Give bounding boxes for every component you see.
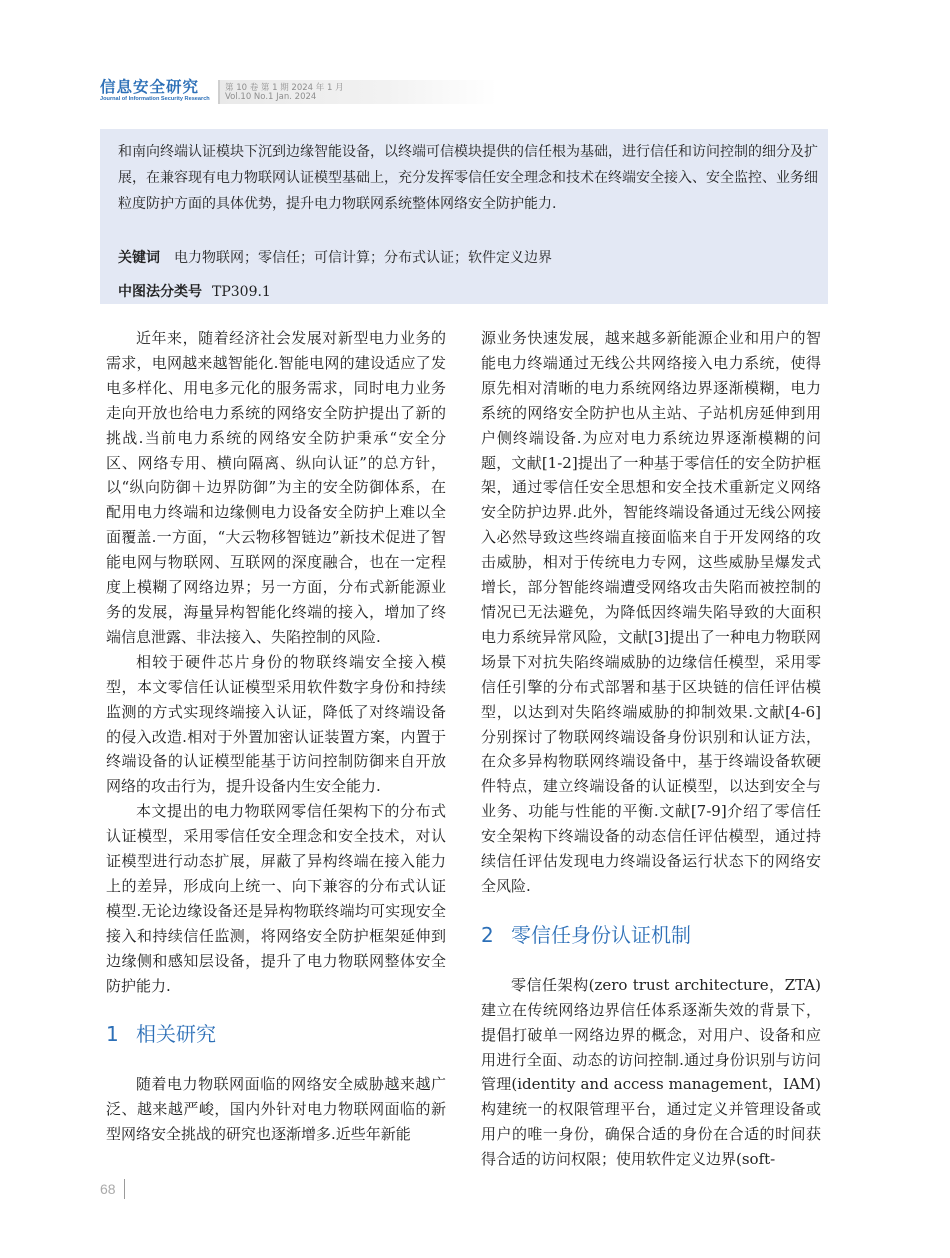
keywords-value: 电力物联网；零信任；可信计算；分布式认证；软件定义边界 xyxy=(174,250,552,266)
body-paragraph: 近年来，随着经济社会发展对新型电力业务的需求，电网越来越智能化.智能电网的建设适应了发电多样化、用电多元化的服务需求，同时电力业务走向开放也给电力系统的网络安全防护提出了新的挑战.当前电力系统的网络安全防护秉承“安全分区、网络专用、横向隔离、纵向认证”的总方针，以“纵向防御＋边界防御”为主的安全防御体系，在配用电力终端和边缘侧电力设备安全防护上难以全面覆盖.一方面，“大云物移智链边”新技术促进了智能电网与物联网、互联网的深度融合，也在一定程度上模糊了网络边界；另一方面，分布式新能源业务的发展，海量异构智能化终端的接入，增加了终端信息泄露、非法接入、失陷控制的风险. xyxy=(106,329,446,646)
clc-value: TP309.1 xyxy=(212,284,271,300)
clc-label: 中图法分类号 xyxy=(118,284,202,300)
page-footer xyxy=(100,1178,125,1199)
section-heading-1 xyxy=(106,1018,446,1050)
keywords-label: 关键词 xyxy=(118,250,160,266)
section-title: 相关研究 xyxy=(136,1022,216,1047)
issue-info-en: Vol.10 No.1 Jan. 2024 xyxy=(225,92,317,102)
page-number-divider xyxy=(124,1179,126,1199)
section-title: 零信任身份认证机制 xyxy=(511,922,691,947)
clc-row xyxy=(118,281,271,301)
right-column xyxy=(481,326,821,1172)
body-paragraph: 本文提出的电力物联网零信任架构下的分布式认证模型，采用零信任安全理念和安全技术，对认证模型进行动态扩展，屏蔽了异构终端在接入能力上的差异，形成向上统一、向下兼容的分布式认证模型.无论边缘设备还是异构物联终端均可实现安全接入和持续信任监测，将网络安全防护框架延伸到边缘侧和感知层设备，提升了电力物联网整体安全防护能力. xyxy=(106,802,446,995)
abstract-box xyxy=(100,129,828,304)
section-number: 2 xyxy=(481,922,494,947)
journal-logo xyxy=(100,78,220,103)
abstract-text: 和南向终端认证模块下沉到边缘智能设备，以终端可信模块提供的信任根为基础，进行信任和访问控制的细分及扩展，在兼容现有电力物联网认证模型基础上，充分发挥零信任安全理念和技术在终端安全接入、安全监控、业务细粒度防护方面的具体优势，提升电力物联网系统整体网络安全防护能力. xyxy=(118,144,818,212)
body-paragraph: 源业务快速发展，越来越多新能源企业和用户的智能电力终端通过无线公共网络接入电力系统，使得原先相对清晰的电力系统网络边界逐渐模糊，电力系统的网络安全防护也从主站、子站机房延伸到用户侧终端设备.为应对电力系统边界逐渐模糊的问题，文献[1-2]提出了一种基于零信任的安全防护框架，通过零信任安全思想和安全技术重新定义网络安全防护边界.此外，智能终端设备通过无线公网接入必然导致这些终端直接面临来自于开发网络的攻击威胁，相对于传统电力专网，这些威胁呈爆发式增长，部分智能终端遭受网络攻击失陷而被控制的情况已无法避免，为降低因终端失陷导致的大面积电力系统异常风险，文献[3]提出了一种电力物联网场景下对抗失陷终端威胁的边缘信任模型，采用零信任引擎的分布式部署和基于区块链的信任评估模型，以达到对失陷终端威胁的抑制效果.文献[4-6]分别探讨了物联网终端设备身份识别和认证方法，在众多异构物联网终端设备中，基于终端设备软硬件特点，建立终端设备的认证模型，以达到安全与业务、功能与性能的平衡.文献[7-9]介绍了零信任安全架构下终端设备的动态信任评估模型，通过持续信任评估发现电力终端设备运行状态下的网络安全风险. xyxy=(481,329,821,895)
section-heading-2 xyxy=(481,919,821,951)
body-paragraph: 零信任架构(zero trust architecture，ZTA)建立在传统网络边界信任体系逐渐失效的背景下，提倡打破单一网络边界的概念，对用户、设备和应用进行全面、动态的访问控制.通过身份识别与访问管理(identity and access management，IAM)构建统一的权限管理平台，通过定义并管理设备或用户的唯一身份，确保合适的身份在合适的时间获得合适的访问权限；使用软件定义边界(soft- xyxy=(481,975,821,1169)
keywords-row xyxy=(118,247,552,267)
body-paragraph: 随着电力物联网面临的网络安全威胁越来越广泛、越来越严峻，国内外针对电力物联网面临的新型网络安全挑战的研究也逐渐增多.近些年新能 xyxy=(106,1075,446,1144)
issue-info-cn: 第 10 卷 第 1 期 2024 年 1 月 xyxy=(225,83,344,93)
left-column xyxy=(106,326,446,1147)
issue-info xyxy=(218,80,497,104)
journal-title-cn: 信息安全研究 xyxy=(100,78,200,96)
journal-title-en: Journal of Information Security Research xyxy=(100,96,210,102)
page-number: 68 xyxy=(100,1180,116,1197)
body-paragraph: 相较于硬件芯片身份的物联终端安全接入模型，本文零信任认证模型采用软件数字身份和持续监测的方式实现终端接入认证，降低了对终端设备的侵入改造.相对于外置加密认证装置方案，内置于终端设备的认证模型能基于访问控制防御来自开放网络的攻击行为，提升设备内生安全能力. xyxy=(106,652,446,796)
section-number: 1 xyxy=(106,1022,119,1047)
